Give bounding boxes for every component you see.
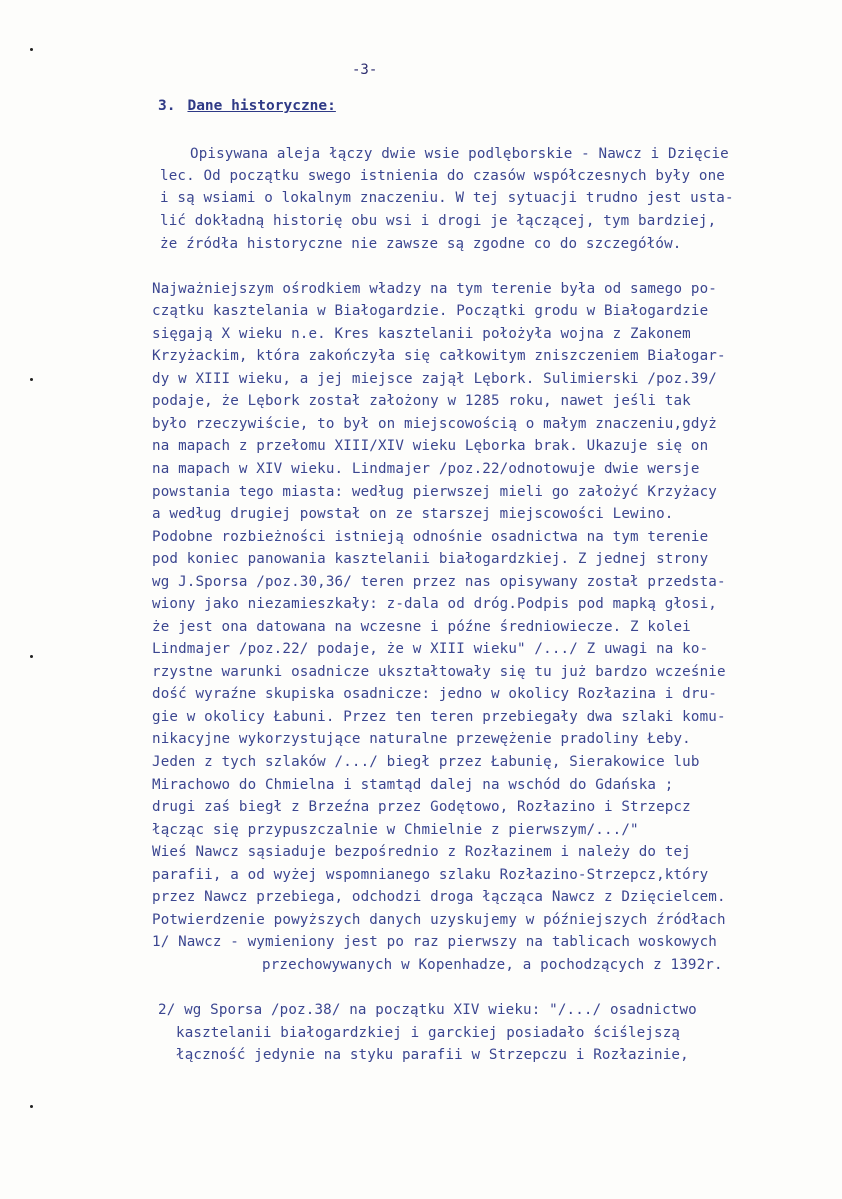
- text-line: pod koniec panowania kasztelanii białogardzkiej. Z jednej strony: [152, 551, 709, 567]
- text-line: Lindmajer /poz.22/ podaje, że w XIII wieku" /.../ Z uwagi na ko-: [152, 641, 709, 657]
- text-line: wiony jako niezamieszkały: z-dala od dróg.Podpis pod mapką głosi,: [152, 596, 717, 612]
- text-line: czątku kasztelania w Białogardzie. Początki grodu w Białogardzie: [152, 303, 709, 319]
- text-line: i są wsiami o lokalnym znaczeniu. W tej sytuacji trudno jest usta-: [160, 190, 734, 206]
- text-line: Jeden z tych szlaków /.../ biegł przez Łabunię, Sierakowice lub: [152, 754, 700, 770]
- text-line: Mirachowo do Chmielna i stamtąd dalej na wschód do Gdańska ;: [152, 777, 674, 793]
- text-line: powstania tego miasta: według pierwszej mieli go założyć Krzyżacy: [152, 484, 717, 500]
- text-line: że źródła historyczne nie zawsze są zgodne co do szczegółów.: [160, 236, 682, 252]
- text-line: Potwierdzenie powyższych danych uzyskujemy w późniejszych źródłach: [152, 912, 726, 928]
- text-line: na mapach w XIV wieku. Lindmajer /poz.22/odnotowuje dwie wersje: [152, 461, 700, 477]
- text-line: sięgają X wieku n.e. Kres kasztelanii położyła wojna z Zakonem: [152, 326, 691, 342]
- text-line: że jest ona datowana na wczesne i późne średniowiecze. Z kolei: [152, 619, 691, 635]
- text-line: 1/ Nawcz - wymieniony jest po raz pierwszy na tablicach woskowych: [152, 934, 717, 950]
- punch-hole-mark: [30, 48, 33, 51]
- text-line: 2/ wg Sporsa /poz.38/ na początku XIV wieku: "/.../ osadnictwo: [158, 1002, 697, 1018]
- text-line: kasztelanii białogardzkiej i garckiej posiadało ściślejszą: [176, 1025, 681, 1041]
- section-title: Dane historyczne:: [187, 98, 336, 114]
- text-line: na mapach z przełomu XIII/XIV wieku Lęborka brak. Ukazuje się on: [152, 438, 709, 454]
- text-line: Krzyżackim, która zakończyła się całkowitym zniszczeniem Białogar-: [152, 348, 726, 364]
- text-line: przechowywanych w Kopenhadze, a pochodzących z 1392r.: [262, 957, 723, 973]
- text-line: a według drugiej powstał on ze starszej miejscowości Lewino.: [152, 506, 674, 522]
- text-line: parafii, a od wyżej wspomnianego szlaku Rozłazino-Strzepcz,który: [152, 867, 709, 883]
- text-line: lec. Od początku swego istnienia do czasów współczesnych były one: [160, 168, 725, 184]
- punch-hole-mark: [30, 655, 33, 658]
- text-line: wg J.Sporsa /poz.30,36/ teren przez nas opisywany został przedsta-: [152, 574, 726, 590]
- text-line: łączność jedynie na styku parafii w Strzepczu i Rozłazinie,: [176, 1047, 689, 1063]
- text-line: Podobne rozbieżności istnieją odnośnie osadnictwa na tym terenie: [152, 529, 709, 545]
- text-line: dość wyraźne skupiska osadnicze: jedno w okolicy Rozłazina i dru-: [152, 686, 717, 702]
- page-number: -3-: [352, 62, 378, 78]
- text-line: Wieś Nawcz sąsiaduje bezpośrednio z Rozłazinem i należy do tej: [152, 844, 691, 860]
- text-line: dy w XIII wieku, a jej miejsce zajął Lębork. Sulimierski /poz.39/: [152, 371, 717, 387]
- text-line: było rzeczywiście, to był on miejscowością o małym znaczeniu,gdyż: [152, 416, 717, 432]
- text-line: przez Nawcz przebiega, odchodzi droga łącząca Nawcz z Dzięcielcem.: [152, 889, 726, 905]
- text-line: nikacyjne wykorzystujące naturalne przewężenie pradoliny Łeby.: [152, 731, 691, 747]
- punch-hole-mark: [30, 1105, 33, 1108]
- text-line: podaje, że Lębork został założony w 1285 roku, nawet jeśli tak: [152, 393, 691, 409]
- punch-hole-mark: [30, 378, 33, 381]
- text-line: Opisywana aleja łączy dwie wsie podlęborskie - Nawcz i Dzięcie: [190, 146, 729, 162]
- section-number: 3.: [158, 98, 176, 114]
- text-line: lić dokładną historię obu wsi i drogi je łączącej, tym bardziej,: [160, 213, 717, 229]
- text-line: gie w okolicy Łabuni. Przez ten teren przebiegały dwa szlaki komu-: [152, 709, 726, 725]
- section-heading: [158, 98, 336, 114]
- text-line: Najważniejszym ośrodkiem władzy na tym terenie była od samego po-: [152, 281, 717, 297]
- text-line: rzystne warunki osadnicze ukształtowały się tu już bardzo wcześnie: [152, 664, 726, 680]
- text-line: łącząc się przypuszczalnie w Chmielnie z pierwszym/.../": [152, 822, 639, 838]
- text-line: drugi zaś biegł z Brzeźna przez Godętowo, Rozłazino i Strzepcz: [152, 799, 691, 815]
